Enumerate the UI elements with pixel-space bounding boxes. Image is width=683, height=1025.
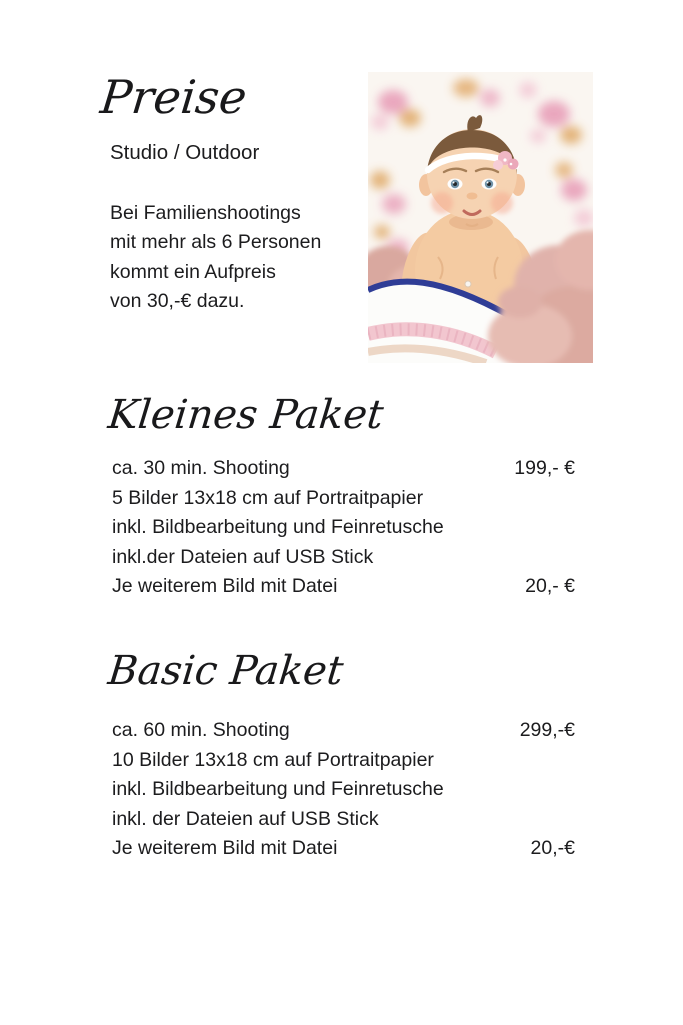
surcharge-note bbox=[110, 199, 321, 317]
package-line-item bbox=[112, 454, 575, 484]
package-line-item bbox=[112, 805, 575, 835]
surcharge-note-line: Bei Familienshootings bbox=[110, 202, 301, 224]
item-label: inkl. der Dateien auf USB Stick bbox=[112, 807, 379, 830]
package-line-item bbox=[112, 716, 575, 746]
package-title-basic: Basic Paket bbox=[106, 648, 346, 694]
surcharge-note-line: kommt ein Aufpreis bbox=[110, 260, 276, 283]
item-price: 199,- € bbox=[514, 457, 575, 479]
item-label: Je weiterem Bild mit Datei bbox=[112, 837, 338, 860]
item-label: inkl. Bildbearbeitung und Feinretusche bbox=[112, 778, 444, 801]
package-rows-basic bbox=[112, 716, 575, 864]
item-label: 5 Bilder 13x18 cm auf Portraitpapier bbox=[112, 486, 424, 509]
package-line-item bbox=[112, 513, 575, 543]
item-price: 20,-€ bbox=[530, 837, 575, 860]
item-label: ca. 60 min. Shooting bbox=[112, 719, 290, 741]
item-label: 10 Bilder 13x18 cm auf Portraitpapier bbox=[112, 748, 434, 771]
item-label: inkl.der Dateien auf USB Stick bbox=[112, 545, 374, 568]
page-title: Preise bbox=[98, 70, 250, 124]
baby-photo bbox=[368, 72, 593, 363]
package-line-item bbox=[112, 746, 575, 776]
item-label: inkl. Bildbearbeitung und Feinretusche bbox=[112, 516, 444, 539]
package-line-item bbox=[112, 484, 575, 514]
package-line-item bbox=[112, 572, 575, 602]
package-title-kleines: Kleines Paket bbox=[106, 392, 386, 438]
surcharge-note-line: von 30,-€ dazu. bbox=[110, 290, 245, 313]
surcharge-note-line: mit mehr als 6 Personen bbox=[110, 231, 322, 254]
item-label: ca. 30 min. Shooting bbox=[112, 457, 290, 479]
item-price: 20,- € bbox=[525, 575, 575, 598]
item-label: Je weiterem Bild mit Datei bbox=[112, 575, 338, 598]
package-rows-kleines bbox=[112, 454, 575, 602]
package-line-item bbox=[112, 775, 575, 805]
item-price: 299,-€ bbox=[519, 719, 575, 741]
package-line-item bbox=[112, 543, 575, 573]
page-subtitle: Studio / Outdoor bbox=[110, 141, 260, 164]
package-line-item bbox=[112, 834, 575, 864]
